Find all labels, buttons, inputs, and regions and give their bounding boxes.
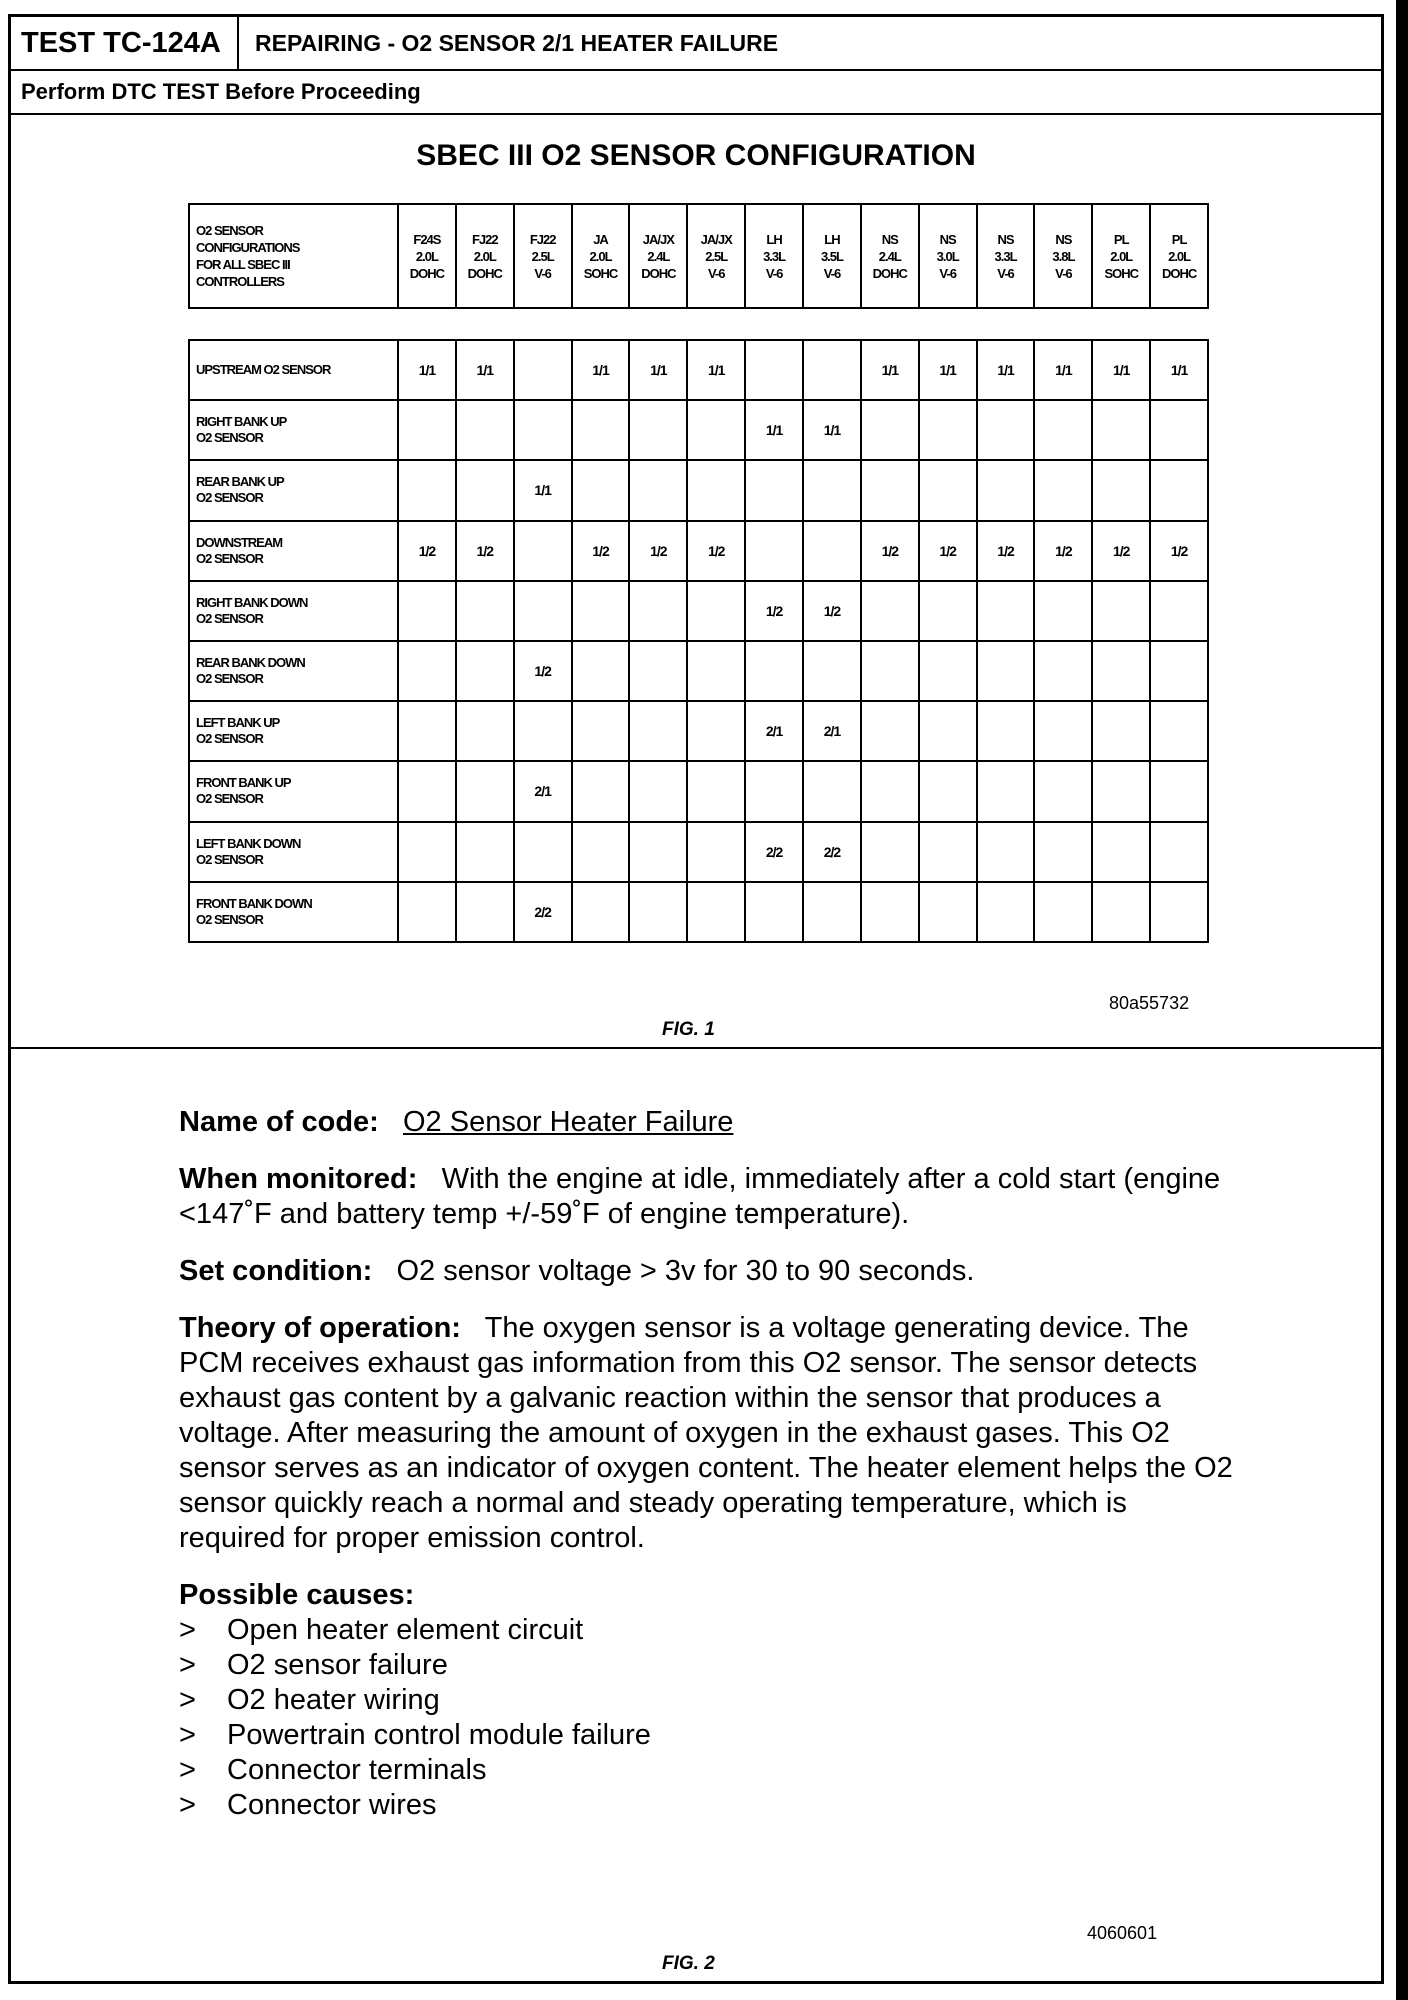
- table-cell: [629, 641, 687, 701]
- name-of-code: [179, 1105, 1239, 1140]
- bullet-marker: >: [179, 1754, 196, 1786]
- column-header-line: DOHC: [1161, 265, 1197, 281]
- figure1-code: 80a55732: [1109, 993, 1190, 1013]
- table-cell: [456, 822, 514, 882]
- table-cell: [1150, 641, 1208, 701]
- table-cell: 1/1: [861, 340, 919, 400]
- column-header-line: 3.0L: [936, 248, 959, 264]
- table-cell: 1/2: [572, 521, 630, 581]
- table-cell: [398, 882, 456, 942]
- row-label-line: REAR BANK UP: [196, 474, 284, 490]
- table-cell: [1092, 761, 1150, 821]
- table-cell: 1/2: [745, 581, 803, 641]
- row-label-line: O2 SENSOR: [196, 671, 263, 687]
- table-cell: [1150, 882, 1208, 942]
- column-header-line: JA/JX: [700, 231, 732, 247]
- table-cell: 2/2: [745, 822, 803, 882]
- table-cell: [745, 641, 803, 701]
- row-label-line: DOWNSTREAM: [196, 534, 283, 550]
- table-cell: [803, 641, 861, 701]
- table-cell: 1/2: [919, 521, 977, 581]
- column-header-line: V-6: [823, 265, 841, 281]
- table-cell: [1150, 400, 1208, 460]
- list-item: [179, 1788, 1239, 1823]
- table-cell: [398, 701, 456, 761]
- column-header: [977, 204, 1035, 308]
- cause-text: Powertrain control module failure: [227, 1719, 651, 1751]
- figure2-label: FIG. 2: [662, 1953, 715, 1974]
- table-cell: [687, 701, 745, 761]
- table-cell: 1/2: [1092, 521, 1150, 581]
- row-label: [189, 822, 398, 882]
- table-cell: [977, 761, 1035, 821]
- table-row: [189, 701, 1208, 761]
- column-header: [514, 204, 572, 308]
- column-header-line: LH: [766, 231, 782, 247]
- column-header: [572, 204, 630, 308]
- column-header-line: SOHC: [1104, 265, 1139, 281]
- row-label-line: RIGHT BANK DOWN: [196, 594, 308, 610]
- table-cell: [1092, 460, 1150, 520]
- table-cell: [629, 581, 687, 641]
- column-header: [398, 204, 456, 308]
- table-cell: [398, 761, 456, 821]
- table-cell: 1/1: [919, 340, 977, 400]
- table-cell: [687, 882, 745, 942]
- table-cell: 1/2: [629, 521, 687, 581]
- possible-causes-heading: [179, 1578, 1239, 1613]
- theory-value: The oxygen sensor is a voltage generating device. The PCM receives exhaust gas information from this O2 sensor. The sensor detects exhaust gas content by a galvanic reaction within the sensor that produces a voltage. After measuring the amount of oxygen in the exhaust gases. This O2 sensor serves as an indicator of oxygen content. The heater element helps the O2 sensor quickly reach a normal and steady operating temperature, which is required for proper emission control.: [179, 1312, 1233, 1554]
- row-label-line: RIGHT BANK UP: [196, 414, 287, 430]
- table-cell: [1150, 701, 1208, 761]
- theory-label: Theory of operation:: [179, 1312, 461, 1344]
- column-header-line: DOHC: [409, 265, 445, 281]
- table-cell: [745, 521, 803, 581]
- column-header-line: F24S: [413, 231, 441, 247]
- table-cell: [919, 641, 977, 701]
- row-label: [189, 882, 398, 942]
- column-header-line: 2.4L: [878, 248, 901, 264]
- figure1-title: SBEC III O2 SENSOR CONFIGURATION: [416, 139, 976, 172]
- table-cell: [1092, 882, 1150, 942]
- column-header-line: 2.5L: [531, 248, 554, 264]
- table-cell: 1/1: [803, 400, 861, 460]
- table-cell: 1/1: [456, 340, 514, 400]
- table-corner-label: [189, 204, 398, 308]
- column-header: [745, 204, 803, 308]
- table-row: [189, 400, 1208, 460]
- table-cell: 1/2: [861, 521, 919, 581]
- table-cell: 2/1: [745, 701, 803, 761]
- row-label-line: O2 SENSOR: [196, 851, 263, 867]
- table-cell: [745, 761, 803, 821]
- row-label: [189, 701, 398, 761]
- table-cell: 1/2: [398, 521, 456, 581]
- table-cell: [398, 581, 456, 641]
- table-cell: [803, 340, 861, 400]
- list-item: [179, 1718, 1239, 1753]
- table-cell: [687, 761, 745, 821]
- table-cell: [861, 400, 919, 460]
- table-cell: 1/2: [977, 521, 1035, 581]
- column-header-line: NS: [997, 231, 1014, 247]
- table-cell: [629, 701, 687, 761]
- column-header-line: SOHC: [583, 265, 618, 281]
- column-header-line: V-6: [1055, 265, 1072, 281]
- table-cell: [687, 460, 745, 520]
- table-cell: [572, 400, 630, 460]
- table-cell: [861, 822, 919, 882]
- corner-label-line: FOR ALL SBEC III: [196, 257, 290, 272]
- row-label-line: LEFT BANK DOWN: [196, 835, 301, 851]
- bullet-marker: >: [179, 1649, 196, 1681]
- table-cell: [514, 822, 572, 882]
- column-header-line: 3.5L: [820, 248, 843, 264]
- row-label-line: REAR BANK DOWN: [196, 655, 305, 671]
- table-cell: 1/2: [803, 581, 861, 641]
- table-row: [189, 340, 1208, 400]
- row-label: [189, 460, 398, 520]
- cause-text: Connector terminals: [227, 1754, 487, 1786]
- table-cell: [861, 701, 919, 761]
- table-cell: [803, 521, 861, 581]
- column-header-line: 3.3L: [994, 248, 1017, 264]
- table-cell: [977, 581, 1035, 641]
- table-cell: [1092, 822, 1150, 882]
- bullet-marker: >: [179, 1684, 196, 1716]
- table-cell: [687, 641, 745, 701]
- column-header-line: V-6: [765, 265, 783, 281]
- table-cell: 1/1: [687, 340, 745, 400]
- possible-causes-list: [179, 1613, 1239, 1823]
- table-cell: [1092, 641, 1150, 701]
- column-header: [1092, 204, 1150, 308]
- table-cell: [1034, 400, 1092, 460]
- figure-divider: [11, 1047, 1381, 1049]
- table-cell: [803, 882, 861, 942]
- figure2-code: 4060601: [1087, 1923, 1158, 1943]
- table-cell: [572, 701, 630, 761]
- column-header-line: 3.8L: [1052, 248, 1075, 264]
- row-label-line: O2 SENSOR: [196, 550, 263, 566]
- table-cell: [456, 400, 514, 460]
- row-label: [189, 641, 398, 701]
- row-label: [189, 340, 398, 400]
- table-cell: 1/2: [1034, 521, 1092, 581]
- scan-edge-bar: [1396, 0, 1408, 2000]
- when-monitored-label: When monitored:: [179, 1163, 418, 1195]
- table-cell: [919, 701, 977, 761]
- table-cell: [687, 581, 745, 641]
- table-cell: [456, 761, 514, 821]
- set-condition-value: O2 sensor voltage > 3v for 30 to 90 seconds.: [396, 1255, 975, 1287]
- table-cell: [977, 882, 1035, 942]
- column-header-line: DOHC: [641, 265, 676, 281]
- column-header-line: NS: [881, 231, 898, 247]
- row-label-line: LEFT BANK UP: [196, 715, 280, 731]
- test-subheader: Perform DTC TEST Before Proceeding: [11, 71, 1381, 115]
- table-row: [189, 641, 1208, 701]
- row-label: [189, 400, 398, 460]
- row-label-line: UPSTREAM O2 SENSOR: [196, 362, 331, 378]
- set-condition-label: Set condition:: [179, 1255, 373, 1287]
- table-cell: 2/2: [803, 822, 861, 882]
- theory-of-operation: [179, 1311, 1239, 1556]
- column-header-line: JA: [593, 231, 608, 247]
- table-cell: 1/2: [514, 641, 572, 701]
- table-cell: 1/1: [572, 340, 630, 400]
- column-header-line: LH: [824, 231, 840, 247]
- corner-label-line: CONTROLLERS: [196, 274, 284, 289]
- table-cell: [919, 882, 977, 942]
- table-cell: [456, 701, 514, 761]
- bullet-marker: >: [179, 1719, 196, 1751]
- table-row: [189, 822, 1208, 882]
- figure1-label: FIG. 1: [662, 1019, 715, 1040]
- table-row: [189, 460, 1208, 520]
- table-row: [189, 521, 1208, 581]
- table-cell: 2/2: [514, 882, 572, 942]
- row-label-line: O2 SENSOR: [196, 791, 263, 807]
- table-cell: [861, 761, 919, 821]
- column-header-line: FJ22: [529, 231, 556, 247]
- column-header-line: 2.5L: [705, 248, 728, 264]
- column-header-line: PL: [1113, 231, 1129, 247]
- table-cell: [919, 761, 977, 821]
- table-cell: [745, 340, 803, 400]
- table-cell: [1034, 761, 1092, 821]
- name-of-code-value: O2 Sensor Heater Failure: [403, 1106, 734, 1138]
- table-cell: [572, 761, 630, 821]
- table-cell: [514, 400, 572, 460]
- column-header: [629, 204, 687, 308]
- table-cell: [456, 882, 514, 942]
- table-cell: [1034, 641, 1092, 701]
- table-cell: [803, 460, 861, 520]
- table-row: [189, 761, 1208, 821]
- list-item: [179, 1753, 1239, 1788]
- column-header-line: NS: [939, 231, 956, 247]
- column-header-line: DOHC: [467, 265, 502, 281]
- table-cell: [1150, 822, 1208, 882]
- table-cell: 1/1: [1034, 340, 1092, 400]
- table-cell: [861, 641, 919, 701]
- table-cell: [977, 822, 1035, 882]
- table-cell: [572, 882, 630, 942]
- column-header-line: 2.0L: [473, 248, 496, 264]
- row-label-line: FRONT BANK DOWN: [196, 895, 312, 911]
- column-header-line: PL: [1171, 231, 1187, 247]
- table-cell: [861, 882, 919, 942]
- table-cell: [1150, 581, 1208, 641]
- column-header-line: V-6: [534, 265, 551, 281]
- column-header-line: NS: [1055, 231, 1072, 247]
- row-label-line: O2 SENSOR: [196, 610, 263, 626]
- column-header-line: JA/JX: [642, 231, 674, 247]
- row-label-line: O2 SENSOR: [196, 731, 263, 747]
- table-cell: [398, 822, 456, 882]
- table-cell: [629, 822, 687, 882]
- table-cell: [1150, 460, 1208, 520]
- table-cell: 2/1: [803, 701, 861, 761]
- table-cell: [803, 761, 861, 821]
- table-cell: 1/1: [1092, 340, 1150, 400]
- table-cell: [514, 521, 572, 581]
- table-cell: [1034, 581, 1092, 641]
- table-cell: [1092, 400, 1150, 460]
- table-cell: [456, 641, 514, 701]
- row-label: [189, 581, 398, 641]
- table-cell: 1/2: [456, 521, 514, 581]
- table-header-row: [189, 204, 1208, 308]
- table-cell: 1/1: [977, 340, 1035, 400]
- column-header: [1034, 204, 1092, 308]
- table-cell: [1034, 822, 1092, 882]
- corner-label-line: CONFIGURATIONS: [196, 240, 300, 255]
- code-description: [179, 1105, 1239, 1823]
- column-header: [687, 204, 745, 308]
- column-header-line: V-6: [997, 265, 1014, 281]
- bullet-marker: >: [179, 1614, 196, 1646]
- column-header: [919, 204, 977, 308]
- cause-text: Open heater element circuit: [227, 1614, 584, 1646]
- row-label-line: O2 SENSOR: [196, 490, 263, 506]
- table-cell: [1092, 701, 1150, 761]
- table-cell: [977, 641, 1035, 701]
- row-label-line: O2 SENSOR: [196, 911, 263, 927]
- table-cell: 2/1: [514, 761, 572, 821]
- table-cell: [629, 761, 687, 821]
- table-cell: [1034, 882, 1092, 942]
- table-cell: [977, 701, 1035, 761]
- row-label: [189, 761, 398, 821]
- when-monitored-value: With the engine at idle, immediately after a cold start (engine <147˚F and battery temp +/-59˚F of engine temperature).: [179, 1163, 1221, 1230]
- table-cell: [629, 400, 687, 460]
- list-item: [179, 1613, 1239, 1648]
- table-cell: [572, 581, 630, 641]
- table-cell: [919, 581, 977, 641]
- table-cell: [629, 882, 687, 942]
- table-cell: [514, 581, 572, 641]
- table-cell: [572, 822, 630, 882]
- table-cell: 1/1: [629, 340, 687, 400]
- test-id: TEST TC-124A: [11, 17, 239, 69]
- cause-text: O2 heater wiring: [227, 1684, 440, 1716]
- column-header-line: DOHC: [872, 265, 907, 281]
- column-header: [803, 204, 861, 308]
- list-item: [179, 1648, 1239, 1683]
- test-header: [11, 17, 1381, 71]
- test-title: REPAIRING - O2 SENSOR 2/1 HEATER FAILURE: [255, 30, 779, 56]
- column-header-line: V-6: [939, 265, 956, 281]
- list-item: [179, 1683, 1239, 1718]
- column-header-line: FJ22: [471, 231, 498, 247]
- table-cell: [398, 460, 456, 520]
- cause-text: Connector wires: [227, 1789, 437, 1821]
- table-cell: [687, 400, 745, 460]
- corner-label-line: O2 SENSOR: [196, 223, 263, 238]
- set-condition: [179, 1254, 1239, 1289]
- sensor-config-header-table: [188, 203, 1209, 309]
- column-header-line: 3.3L: [763, 248, 786, 264]
- table-row: [189, 882, 1208, 942]
- table-cell: [745, 460, 803, 520]
- table-cell: 1/1: [398, 340, 456, 400]
- table-cell: [919, 400, 977, 460]
- table-cell: 1/1: [1150, 340, 1208, 400]
- table-cell: 1/1: [745, 400, 803, 460]
- table-row: [189, 581, 1208, 641]
- table-cell: [514, 701, 572, 761]
- bullet-marker: >: [179, 1789, 196, 1821]
- table-cell: [1092, 581, 1150, 641]
- table-cell: [1034, 460, 1092, 520]
- table-cell: [1034, 701, 1092, 761]
- name-of-code-label: Name of code:: [179, 1106, 379, 1138]
- column-header-line: 2.0L: [415, 248, 438, 264]
- cause-text: O2 sensor failure: [227, 1649, 448, 1681]
- column-header-line: 2.0L: [1168, 248, 1191, 264]
- row-label: [189, 521, 398, 581]
- table-cell: [687, 822, 745, 882]
- table-cell: [919, 460, 977, 520]
- column-header-line: 2.0L: [1110, 248, 1133, 264]
- table-cell: [398, 641, 456, 701]
- column-header-line: 2.4L: [647, 248, 670, 264]
- column-header: [861, 204, 919, 308]
- table-cell: [1150, 761, 1208, 821]
- table-cell: [572, 460, 630, 520]
- table-cell: [861, 581, 919, 641]
- table-cell: [861, 460, 919, 520]
- table-cell: 1/2: [687, 521, 745, 581]
- table-cell: [977, 400, 1035, 460]
- when-monitored: [179, 1162, 1239, 1232]
- table-cell: [629, 460, 687, 520]
- table-cell: [456, 460, 514, 520]
- row-label-line: O2 SENSOR: [196, 430, 263, 446]
- column-header: [1150, 204, 1208, 308]
- column-header-line: 2.0L: [589, 248, 612, 264]
- row-label-line: FRONT BANK UP: [196, 775, 291, 791]
- table-cell: [572, 641, 630, 701]
- table-cell: [398, 400, 456, 460]
- table-cell: [919, 822, 977, 882]
- column-header-line: V-6: [707, 265, 725, 281]
- table-cell: 1/1: [514, 460, 572, 520]
- page-frame: [8, 14, 1384, 1984]
- table-cell: 1/2: [1150, 521, 1208, 581]
- possible-causes-label: Possible causes:: [179, 1579, 415, 1611]
- table-cell: [456, 581, 514, 641]
- table-cell: [514, 340, 572, 400]
- column-header: [456, 204, 514, 308]
- table-cell: [977, 460, 1035, 520]
- table-cell: [745, 882, 803, 942]
- sensor-config-table: [188, 339, 1209, 943]
